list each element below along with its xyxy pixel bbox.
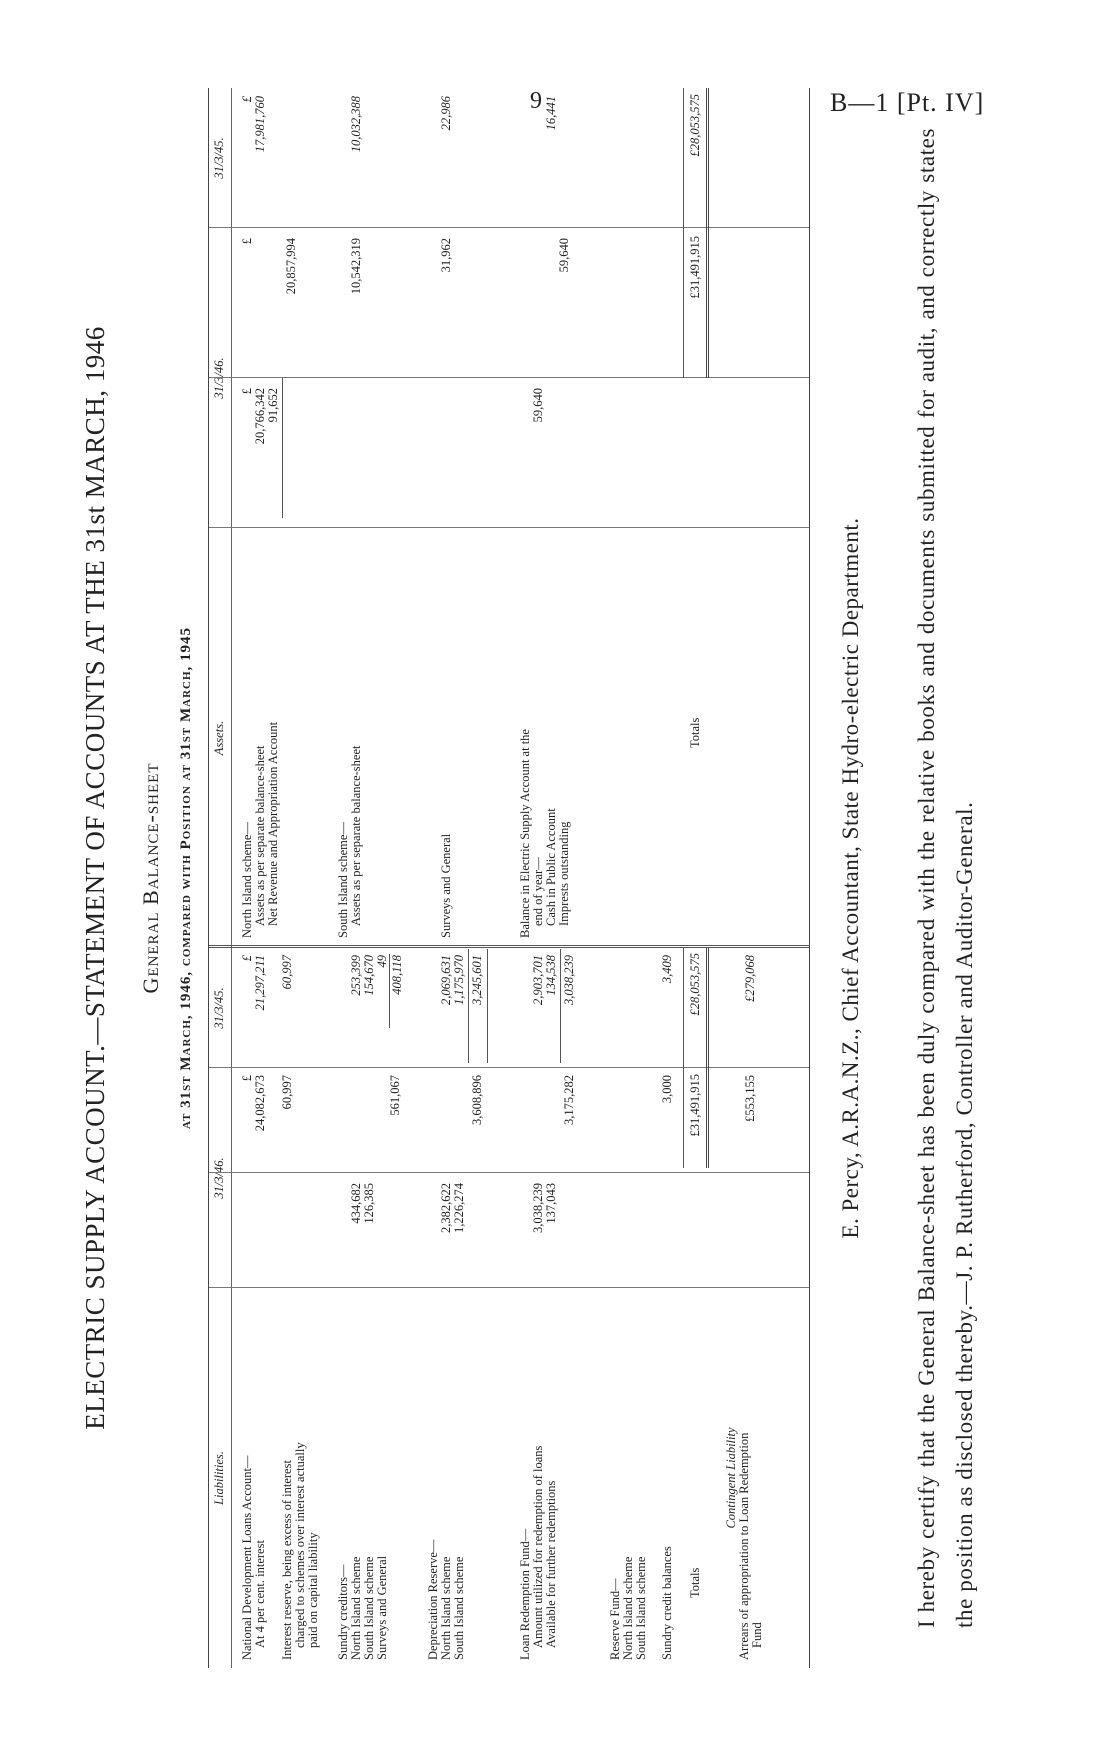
- table-header-row: [209, 88, 232, 1668]
- depreciation-reserve-si-value: 1,226,274: [452, 1183, 466, 1233]
- contingent-liability-1945: £279,068: [743, 955, 757, 1002]
- rotated-page-content: [68, 88, 1072, 1668]
- liabilities-totals-label: Totals: [688, 1567, 702, 1598]
- subtotal-rule: [468, 949, 469, 1063]
- column-divider: [209, 227, 809, 228]
- totals-rule: [683, 948, 684, 1168]
- ndl-value-1946: 24,082,673: [253, 1075, 267, 1132]
- sundry-credit-balances-1945: 3,409: [660, 955, 674, 984]
- sundry-creditors-total-1946: 561,067: [388, 1075, 402, 1116]
- depreciation-reserve-heading: Depreciation Reserve—: [426, 1539, 440, 1660]
- reserve-fund-heading: Reserve Fund—: [608, 1578, 622, 1660]
- subtotal-rule: [560, 949, 561, 1063]
- ni-pound-sign-1945: £: [240, 96, 254, 103]
- page-number: 9: [530, 88, 542, 114]
- depreciation-reserve-ni: North Island scheme: [439, 1556, 453, 1660]
- loan-redemption-available-1945: 134,538: [544, 955, 558, 996]
- column-divider-double: [209, 945, 809, 948]
- interest-reserve-line1: Interest reserve, being excess of interest: [280, 1460, 294, 1660]
- depreciation-reserve-si: South Island scheme: [452, 1556, 466, 1660]
- ni-net-revenue-value: 91,652: [266, 388, 280, 423]
- surveys-general-1945: 22,986: [439, 96, 453, 131]
- header-assets-1946: 31/3/46.: [212, 357, 226, 399]
- header-assets: Assets.: [212, 720, 226, 756]
- interest-reserve-value-1945: 60,997: [280, 955, 294, 990]
- balance-line2: end of year—: [531, 857, 545, 926]
- reserve-fund-ni: North Island scheme: [621, 1556, 635, 1660]
- subtotal-rule: [487, 949, 488, 1063]
- balance-line1: Balance in Electric Supply Account at the: [518, 729, 532, 938]
- depreciation-reserve-si-1945: 1,175,970: [452, 955, 466, 1005]
- accountant-signature-line: E. Percy, A.R.A.N.Z., Chief Accountant, State Hydro-electric Department.: [838, 517, 863, 1239]
- auditor-certificate: I hereby certify that the General Balance-sheet has been duly compared with the relative books and documents submitted for audit, and correctly states the position as disclosed thereby.—J. P. Rutherford, Controller and Auditor-General.: [914, 128, 977, 1628]
- depreciation-reserve-ni-value: 2,382,622: [439, 1183, 453, 1233]
- header-assets-1945: 31/3/45.: [212, 137, 226, 179]
- balance-sheet-date-line: at 31st March, 1946, compared with Position at 31st March, 1945: [178, 626, 194, 1130]
- sundry-creditors-heading: Sundry creditors—: [336, 1564, 350, 1660]
- ndl-pound-sign: £: [240, 1075, 254, 1082]
- balance-sheet-heading: General Balance-sheet: [138, 762, 163, 994]
- ni-total-pound-sign: £: [240, 238, 254, 245]
- si-total-1946: 10,542,319: [349, 238, 363, 295]
- balance-cash-value: 59,640: [531, 388, 545, 423]
- sundry-creditors-sg-1945: 49: [375, 955, 389, 968]
- header-liab-1945: 31/3/45.: [212, 987, 226, 1029]
- balance-sheet-table: [208, 88, 810, 1668]
- column-divider: [209, 377, 809, 378]
- subtotal-rule: [282, 378, 283, 518]
- totals-double-rule: [706, 88, 709, 378]
- loan-redemption-available: Available for further redemptions: [544, 1480, 558, 1648]
- sundry-creditors-si: South Island scheme: [362, 1556, 376, 1660]
- balance-total-1946: 59,640: [557, 238, 571, 273]
- loan-redemption-total-1945: 3,038,239: [562, 955, 576, 1005]
- balance-cash-line: Cash in Public Account: [544, 808, 558, 926]
- loan-redemption-available-value: 137,043: [544, 1183, 558, 1224]
- surveys-general-1946: 31,962: [439, 238, 453, 273]
- ndl-pound-sign-1945: £: [240, 955, 254, 962]
- totals-rule: [683, 88, 684, 378]
- sundry-creditors-si-1945: 154,670: [362, 955, 376, 996]
- si-assets-line: Assets as per separate balance-sheet: [349, 745, 363, 926]
- depreciation-reserve-total-1945: 3,245,601: [470, 955, 484, 1005]
- ndl-item: At 4 per cent. interest: [253, 1540, 267, 1648]
- interest-reserve-value-1946: 60,997: [280, 1075, 294, 1110]
- liabilities-total-1945: £28,053,575: [688, 953, 702, 1016]
- totals-double-rule: [706, 948, 709, 1168]
- contingent-liability-1946: £553,155: [743, 1075, 757, 1122]
- contingent-liability-heading: Contingent Liability: [724, 1427, 738, 1529]
- loan-redemption-utilized-1945: 2,903,701: [531, 955, 545, 1005]
- ni-total-1946: 20,857,994: [284, 238, 298, 295]
- sundry-creditors-sg: Surveys and General: [375, 1555, 389, 1660]
- si-total-1945: 10,032,388: [349, 96, 363, 153]
- assets-total-1945: £28,053,575: [688, 94, 702, 157]
- contingent-liability-line1: Arrears of appropriation to Loan Redemption: [737, 1432, 751, 1660]
- sundry-credit-balances-1946: 3,000: [660, 1075, 674, 1104]
- column-divider: [209, 1067, 809, 1068]
- ni-assets-line: Assets as per separate balance-sheet: [253, 745, 267, 926]
- sundry-creditors-ni-1945: 253,399: [349, 955, 363, 996]
- depreciation-reserve-total-1946: 3,608,896: [470, 1075, 484, 1125]
- liabilities-total-1946: £31,491,915: [688, 1074, 702, 1137]
- assets-total-1946: £31,491,915: [688, 236, 702, 299]
- loan-redemption-utilized: Amount utilized for redemption of loans: [531, 1445, 545, 1648]
- ndl-value-1945: 21,297,211: [253, 955, 267, 1011]
- header-liabilities: Liabilities.: [212, 1451, 226, 1505]
- contingent-liability-line2: Fund: [750, 1622, 764, 1648]
- assets-totals-label: Totals: [688, 717, 702, 748]
- loan-redemption-total-1946: 3,175,282: [562, 1075, 576, 1125]
- sundry-creditors-ni-value: 434,682: [349, 1183, 363, 1224]
- ndl-heading: National Development Loans Account—: [240, 1455, 254, 1660]
- document-reference: B—1 [Pt. IV]: [830, 88, 985, 117]
- sundry-creditors-ni: North Island scheme: [349, 1556, 363, 1660]
- sundry-creditors-total-1945: 408,118: [390, 955, 404, 995]
- surveys-general-line: Surveys and General: [439, 833, 453, 938]
- sundry-credit-balances: Sundry credit balances: [660, 1546, 674, 1660]
- si-scheme-heading: South Island scheme—: [336, 822, 350, 938]
- statement-title: ELECTRIC SUPPLY ACCOUNT.—STATEMENT OF ACCOUNTS AT THE 31st MARCH, 1946: [80, 326, 110, 1430]
- column-divider: [209, 1172, 809, 1173]
- interest-reserve-line3: paid on capital liability: [306, 1532, 320, 1648]
- column-divider: [209, 1287, 809, 1288]
- ni-assets-value: 20,766,342: [253, 388, 267, 445]
- ni-total-1945: 17,981,760: [253, 96, 267, 153]
- reserve-fund-si: South Island scheme: [634, 1556, 648, 1660]
- loan-redemption-heading: Loan Redemption Fund—: [518, 1528, 532, 1660]
- depreciation-reserve-ni-1945: 2,069,631: [439, 955, 453, 1005]
- balance-total-1945: 16,441: [544, 96, 558, 131]
- ni-scheme-heading: North Island scheme—: [240, 822, 254, 938]
- sundry-creditors-si-value: 126,385: [362, 1183, 376, 1224]
- header-liab-1946: 31/3/46.: [212, 1157, 226, 1199]
- ni-net-revenue-line: Net Revenue and Appropriation Account: [266, 721, 280, 926]
- column-divider: [209, 527, 809, 528]
- loan-redemption-utilized-value: 3,038,239: [531, 1183, 545, 1233]
- balance-imprests-line: Imprests outstanding: [557, 821, 571, 926]
- ni-pound-sign: £: [240, 388, 254, 395]
- interest-reserve-line2: charged to schemes over interest actually: [293, 1442, 307, 1648]
